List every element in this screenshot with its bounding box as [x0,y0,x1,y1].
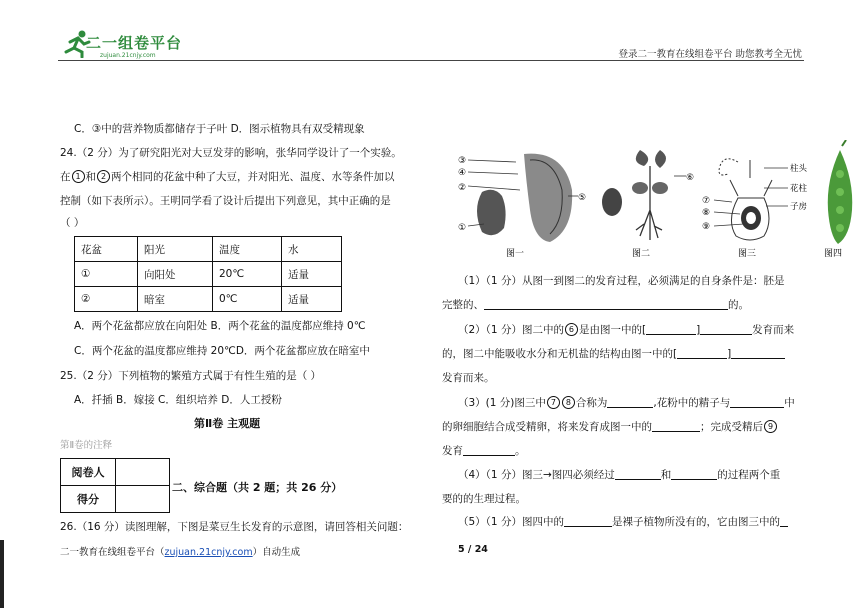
section2-title: 二、综合题（共 2 题；共 26 分） [172,481,343,494]
table-cell: 暗室 [138,287,213,312]
mark-6: ⑥ [686,173,695,183]
table-header: 水 [282,237,342,262]
table-cell: ② [75,287,138,312]
q25-stem: 25.（2 分）下列植物的繁殖方式属于有性生殖的是（ ） [60,370,322,382]
pot1-mark: 1 [72,170,85,183]
score-label: 得分 [61,486,116,513]
table-header: 花盆 [75,237,138,262]
page-edge [0,540,4,608]
q24-line1: 24.（2 分）为了研究阳光对大豆发芽的影响，张华同学设计了一个实验。 [60,147,402,159]
answer-blank[interactable] [780,515,788,527]
p1-line2: 完整的、 的。 [442,299,749,311]
figure1-label: 图一 [506,249,525,259]
mark-2: ② [458,183,467,193]
mark-8: ⑧ [702,208,711,218]
table-header: 温度 [213,237,282,262]
answer-blank[interactable] [677,347,727,359]
p2-line2: 的，图二中能吸收水分和无机盐的结构由图一中的[ ] [442,346,785,362]
answer-blank[interactable] [646,323,696,335]
figure3-flower [714,159,788,240]
answer-blank[interactable] [671,468,717,480]
answer-blank[interactable] [731,347,785,359]
footer-left: 二一教育在线组卷平台（zujuan.21cnjy.com）自动生成 [60,547,301,558]
figure2-seedling [602,150,686,240]
answer-blank[interactable] [730,396,784,408]
p2-line3: 发育而来。 [442,372,495,384]
table-row [75,287,342,312]
p1-line1: （1）（1 分）从图一到图二的发育过程，必须满足的自身条件是：胚是 [458,275,785,287]
section-note: 第Ⅱ卷的注释 [60,440,113,451]
grader-label: 阅卷人 [61,459,116,486]
q24-line2: 在 1 和 2 两个相同的花盆中种了大豆，并对阳光、温度、水等条件加以 [60,171,395,183]
p4-line1: （4）（1 分）图三→图四必须经过 和 的过程两个重 [458,469,781,481]
style-label: 花柱 [790,184,808,194]
p2-line1: （2）（1 分）图二中的 6 是由图一中的[ ] 发育而来 [458,324,795,336]
q24-option-c: C．两个花盆的温度都应维持 20℃D．两个花盆都应放在暗室中 [74,345,370,357]
table-cell: 适量 [282,287,342,312]
figure1-seed [468,154,578,242]
q24-line3: 控制（如下表所示）。王明同学看了设计后提出下列意见，其中正确的是 [60,195,391,207]
mark-9: ⑨ [702,222,711,232]
mark-1: ① [458,223,467,233]
figure4-pod [828,140,853,244]
table-row [75,262,342,287]
stigma-label: 柱头 [790,164,808,174]
grader-table [60,458,170,513]
logo-url: zujuan.21cnjy.com [100,52,156,59]
table-header-row [75,237,342,262]
table-cell: ① [75,262,138,287]
answer-blank[interactable] [652,420,700,432]
mark-4: ④ [458,168,467,178]
p5-line1: （5）（1 分）图四中的 是裸子植物所没有的，它由图三中的 [458,514,788,530]
embryo-part [477,190,506,235]
table-cell: 0℃ [213,287,282,312]
q25-options: A．扦插 B．嫁接 C．组织培养 D．人工授粉 [74,394,282,406]
pot2-mark: 2 [97,170,110,183]
q24-line4: （ ） [60,217,85,229]
q23-option-c: C．③中的营养物质都储存于子叶 D．图示植物具有双受精现象 [74,123,365,135]
experiment-table [74,236,342,312]
p3-line1: （3）(1 分)图三中 7 8 合称为 ,花粉中的精子与 中 [458,397,795,409]
header-slogan[interactable]: 登录二一教育在线组卷平台 助您教考全无忧 [618,49,802,60]
p4-line2: 要的的生理过程。 [442,493,526,505]
answer-blank[interactable] [463,444,515,456]
page-number: 5 / 24 [458,544,488,555]
figure4-label: 图四 [824,249,843,259]
section-title: 第Ⅱ卷 主观题 [194,417,261,430]
mark-7: ⑦ [702,196,711,206]
answer-blank[interactable] [564,515,612,527]
cotyledon [524,154,572,242]
logo-text: 二一组卷平台 [86,34,183,52]
answer-blank[interactable] [700,323,752,335]
figure3-label: 图三 [738,249,757,259]
bean-development-figures [454,140,854,262]
answer-blank[interactable] [607,396,653,408]
q24-option-a: A．两个花盆都应放在向阳处 B．两个花盆的温度都应维持 0℃ [74,320,366,332]
table-cell: 20℃ [213,262,282,287]
header-divider [58,60,804,61]
ovary-label: 子房 [790,202,808,212]
answer-blank[interactable] [615,468,661,480]
figure2-label: 图二 [632,249,651,259]
table-cell: 适量 [282,262,342,287]
p3-line2: 的卵细胞结合成受精卵，将来发育成图一中的 ；完成受精后 9 [442,419,778,435]
q26-stem: 26.（16 分）读图理解，下图是菜豆生长发育的示意图，请回答相关问题： [60,521,409,533]
mark-5: ⑤ [578,193,587,203]
table-cell: 向阳处 [138,262,213,287]
mark-3: ③ [458,156,467,166]
answer-blank[interactable] [484,298,728,310]
p3-line3: 发育 。 [442,445,526,457]
table-header: 阳光 [138,237,213,262]
footer-link[interactable]: zujuan.21cnjy.com [164,547,253,558]
